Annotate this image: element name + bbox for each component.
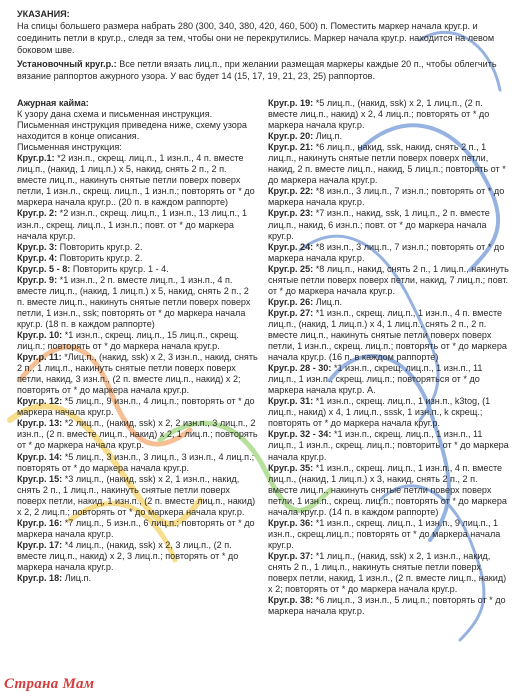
left-column bbox=[17, 98, 258, 584]
round-text: *1 изн.п., скрещ. лиц.п., 1 изн.п., 4 п. вместе лиц.п., (накид, 1 лиц.п.) x 4, 1 лиц.п., снять 2 п., 2 п. вместе лиц.п., накинуть снятые петли поверх поверх петли, 1 изн.п., скрещ. лиц.п.; повторять от * до маркера начала круг.р. (16 п. в каждом раппорте) bbox=[268, 307, 507, 363]
round-instruction bbox=[17, 518, 258, 540]
round-label: Круг.р. 25: bbox=[268, 263, 314, 274]
round-label: Круг.р. 12: bbox=[17, 396, 63, 407]
round-text: *5 лиц.п., 9 изн.п., 4 лиц.п.; повторять от * до маркера начала круг.р. bbox=[17, 396, 255, 418]
round-text: *1 изн.п., скрещ. лиц.п., 1 изн.п., 4 п. вместе лиц.п., (накид, 1 лиц.п.) x 3, накид, снять 2 п., 2 п. вместе лиц.п., накинуть снятые петли поверх поверх петли, 1 изн.п., скрещ. лиц.п.; повторять от * до маркера начала круг.р. (14 п. в каждом раппорте) bbox=[268, 462, 507, 517]
round-label: Круг.р. 17: bbox=[17, 539, 63, 550]
round-text: *1 изн.п., скрещ. лиц.п., 1 изн.п., k3tog, (1 лиц.п., накид) x 4, 1 лиц.п., sssk, 1 изн.п., k скрещ.; повторять от * до маркера начала круг.р. bbox=[268, 396, 491, 429]
round-instruction bbox=[268, 463, 509, 518]
round-label: Круг.р.1: bbox=[17, 153, 55, 164]
instructions-title: УКАЗАНИЯ: bbox=[17, 9, 70, 19]
round-label: Круг.р. 19: bbox=[268, 98, 314, 108]
cast-on-paragraph: На спицы большего размера набрать 280 (300, 340, 380, 420, 460, 500) п. Поместить маркер начала круг.р. и соединить петли в круг.р., следя за тем, чтобы они не перекрутились. Маркер начала круг.р. находится на левом боковом шве. bbox=[17, 21, 495, 55]
round-text: *7 лиц.п., 5 изн.п., 6 лиц.п.; повторять от * до маркера начала круг.р. bbox=[17, 517, 255, 539]
round-instruction bbox=[268, 429, 509, 462]
round-text: Повторить круг.р. 1 - 4. bbox=[72, 263, 169, 274]
round-label: Круг.р. 26: bbox=[268, 296, 314, 307]
round-text: Повторить круг.р. 2. bbox=[59, 241, 143, 252]
round-text: Лиц.п. bbox=[315, 296, 342, 307]
round-instruction bbox=[17, 352, 258, 396]
round-label: Круг.р. 14: bbox=[17, 451, 63, 462]
round-label: Круг.р. 21: bbox=[268, 142, 314, 153]
round-instruction bbox=[268, 131, 509, 142]
round-label: Круг.р. 9: bbox=[17, 274, 58, 285]
round-label: Круг.р. 3: bbox=[17, 241, 58, 252]
round-instruction bbox=[268, 363, 509, 396]
setup-round-paragraph bbox=[17, 58, 509, 82]
round-instruction bbox=[268, 595, 509, 617]
round-text: *6 лиц.п., 3 изн.п., 5 лиц.п.; повторять от * до маркера начала круг.р. bbox=[268, 595, 506, 617]
round-text: *1 изн.п., 2 п. вместе лиц.п., 1 изн.п., 4 п. вместе лиц.п., (накид, 1 лиц.п.) x 5, накид, снять 2 п., 2 п. вместе лиц.п., накинуть снятые петли поверх поверх петли, 1 изн.п., ssk; повторять от * до маркера начала круг.р. (18 п. в каждом раппорте) bbox=[17, 274, 251, 329]
round-instruction bbox=[268, 142, 509, 186]
round-label: Круг.р. 35: bbox=[268, 462, 314, 473]
round-label: Круг.р. 28 - 30: bbox=[268, 363, 332, 374]
round-label: Круг.р. 2: bbox=[17, 208, 58, 219]
round-instruction bbox=[268, 208, 509, 241]
round-label: Круг.р. 4: bbox=[17, 252, 58, 263]
round-label: Круг.р. 24: bbox=[268, 241, 314, 252]
right-column bbox=[268, 98, 509, 617]
round-instruction bbox=[17, 418, 258, 451]
round-label: Круг.р. 31: bbox=[268, 396, 314, 407]
round-instruction bbox=[268, 264, 509, 297]
round-instruction bbox=[17, 153, 258, 208]
round-text: *4 лиц.п., (накид, ssk) x 2, 3 лиц.п., (2 п. вместе лиц.п., накид) x 2, 3 лиц.п.; повторять от * до маркера начала круг.р. bbox=[17, 539, 239, 572]
round-label: Круг.р. 16: bbox=[17, 517, 63, 528]
round-instruction bbox=[17, 474, 258, 518]
round-label: Круг.р. 13: bbox=[17, 418, 63, 429]
round-instruction bbox=[17, 396, 258, 418]
round-instruction bbox=[268, 396, 509, 429]
round-text: *1 изн.п., скрещ. лиц.п., 1 изн.п., 11 лиц.п., 1 изн.п., скрещ. лиц.п.; повторяться от * до маркера начала круг.р. А. bbox=[268, 363, 483, 396]
round-text: *1 изн.п., скрещ. лиц.п., 15 лиц.п., скрещ. лиц.п.; повторять от * до маркера начала круг.р. bbox=[17, 329, 239, 352]
round-instruction bbox=[268, 551, 509, 595]
right-rows-list bbox=[268, 98, 509, 617]
round-text: *2 лиц.п., (накид, ssk) x 2, 2 изн.п., 3 лиц.п., 2 изн.п., (2 п. вместе лиц.п., накид) x 2, 1 лиц.п.; повторять от * до маркера начала круг.р. bbox=[17, 418, 258, 451]
round-label: Круг.р. 36: bbox=[268, 517, 314, 528]
written-instructions-title: Письменная инструкция: bbox=[17, 142, 122, 153]
round-text: *8 изн.п., 3 лиц.п., 7 изн.п.; повторять от * до маркера начала круг.р. bbox=[268, 186, 505, 208]
round-text: *2 изн.п., скрещ. лиц.п., 1 изн.п., 13 лиц.п., 1 изн.п., скрещ. лиц.п., 1 изн.п.; повт. от * до маркера начала круг.р. bbox=[17, 208, 248, 241]
setup-round-text: Все петли вязать лиц.п., при желании размещая маркеры каждые 20 п., чтобы облегчить вязание раппортов ажурного узора. У вас будет 14 (15, 17, 19, 21, 23, 25) раппортов. bbox=[17, 59, 497, 81]
round-label: Круг.р. 37: bbox=[268, 550, 314, 561]
round-text: *3 лиц.п., (накид, ssk) x 2, 1 изн.п., накид, снять 2 п., 1 лиц.п., накинуть снятые петли поверх поверх петли, накид, 1 изн.п., (2 п. вместе лиц.п., накид) x 2, 2 лиц.п.; повторять от * до маркера начала круг.р. bbox=[17, 473, 256, 517]
round-text: Лиц.п. bbox=[315, 131, 342, 142]
round-text: Лиц.п. bbox=[64, 573, 91, 584]
round-instruction bbox=[17, 573, 258, 584]
setup-round-label: Установочный круг.р.: bbox=[17, 59, 117, 69]
round-text: *5 лиц.п., (накид, ssk) x 2, 1 лиц.п., (2 п. вместе лиц.п., накид) x 2, 4 лиц.п.; повторять от * до маркера начала круг.р. bbox=[268, 98, 490, 131]
lace-border-intro: К узору дана схема и письменная инструкция. Письменная инструкция приведена ниже, схему узора находится в конце описания. bbox=[17, 109, 247, 142]
round-instruction bbox=[17, 330, 258, 352]
lace-border-title: Ажурная кайма: bbox=[17, 98, 89, 108]
round-label: Круг.р. 5 - 8: bbox=[17, 263, 71, 274]
round-instruction bbox=[268, 518, 509, 551]
round-text: *2 изн.п., скрещ. лиц.п., 1 изн.п., 4 п. вместе лиц.п., (накид, 1 лиц.п.) x 5, накид, снять 2 п., 2 п. вместе лиц.п., накинуть снятые петли поверх поверх петли, 1 изн.п., скрещ. лиц.п., 1 изн.п.; повторять от * до маркера начала круг.р.. (20 п. в каждом раппорте) bbox=[17, 153, 255, 208]
round-label: Круг.р. 18: bbox=[17, 573, 63, 584]
round-instruction bbox=[268, 297, 509, 308]
round-text: *1 изн.п., скрещ. лиц.п., 1 изн.п., 9 лиц.п., 1 изн.п., скрещ.лиц.п.; повторять от * до маркера начала круг.р. bbox=[268, 517, 501, 550]
left-rows-list bbox=[17, 153, 258, 584]
round-label: Круг.р. 10: bbox=[17, 329, 63, 340]
round-text: *1 лиц.п., (накид, ssk) x 2, 1 изн.п., накид, снять 2 п., 1 лиц.п., накинуть снятые петли поверх поверх петли, накид, 1 изн.п., (2 п. вместе лиц.п., накид) x 2; повторять от * до маркера начала круг.р. bbox=[268, 550, 507, 595]
round-text: *Лиц.п., (накид, ssk) x 2, 3 изн.п., накид, снять 2 п., 1 лиц.п., накинуть снятые петли поверх поверх петли, накид, 3 изн.п., (2 п. вместе лиц.п., накид) x 2; повторять от * до маркера начала круг.р. bbox=[17, 352, 258, 396]
site-logo: Страна Мам bbox=[4, 676, 95, 692]
round-label: Круг.р. 23: bbox=[268, 208, 314, 219]
round-text: *8 изн.п., 3 лиц.п., 7 изн.п.; повторять от * до маркера начала круг.р. bbox=[268, 241, 505, 263]
round-label: Круг.р. 22: bbox=[268, 186, 314, 197]
round-instruction bbox=[17, 208, 258, 241]
round-instruction bbox=[17, 540, 258, 573]
round-label: Круг.р. 15: bbox=[17, 473, 63, 484]
round-text: *5 лиц.п., 3 изн.п., 3 лиц.п., 3 изн.п., 4 лиц.п.; повторять от * до маркера начала круг.р. bbox=[17, 451, 255, 473]
round-instruction bbox=[17, 452, 258, 474]
round-instruction bbox=[268, 242, 509, 264]
round-label: Круг.р. 20: bbox=[268, 131, 314, 142]
round-text: *1 изн.п., скрещ. лиц.п., 1 изн.п., 11 лиц.п., 1 изн.п., скрещ. лиц.п.; повторить от * до маркера начала круг.р. bbox=[268, 429, 509, 462]
round-instruction bbox=[17, 253, 258, 264]
round-label: Круг.р. 27: bbox=[268, 307, 314, 318]
round-instruction bbox=[17, 264, 258, 275]
round-instruction bbox=[268, 98, 509, 131]
round-instruction bbox=[268, 308, 509, 363]
round-text: *7 изн.п., накид, ssk, 1 лиц.п., 2 п. вместе лиц.п., накид, 6 изн.п.; повт. от * до маркера начала круг.р. bbox=[268, 208, 490, 241]
round-label: Круг.р. 32 - 34: bbox=[268, 429, 332, 440]
round-instruction bbox=[17, 242, 258, 253]
round-text: Повторить круг.р. 2. bbox=[59, 252, 143, 263]
round-text: *8 лиц.п., накид, снять 2 п., 1 лиц.п., накинуть снятые петли поверх поверх петли, накид, 7 лиц.п.; повт. от * до маркера начала круг.р. bbox=[268, 263, 509, 296]
round-instruction bbox=[268, 186, 509, 208]
round-label: Круг.р. 38: bbox=[268, 595, 314, 606]
round-text: *6 лиц.п., накид, ssk, накид, снять 2 п., 1 лиц.п., накинуть снятые петли поверх поверх петли, накид, 2 п. вместе лиц.п., накид, 5 лиц.п.; повторять от * до маркера начала круг.р. bbox=[268, 142, 506, 186]
instructions-header bbox=[17, 8, 509, 82]
round-instruction bbox=[17, 275, 258, 330]
round-label: Круг.р. 11: bbox=[17, 352, 62, 363]
